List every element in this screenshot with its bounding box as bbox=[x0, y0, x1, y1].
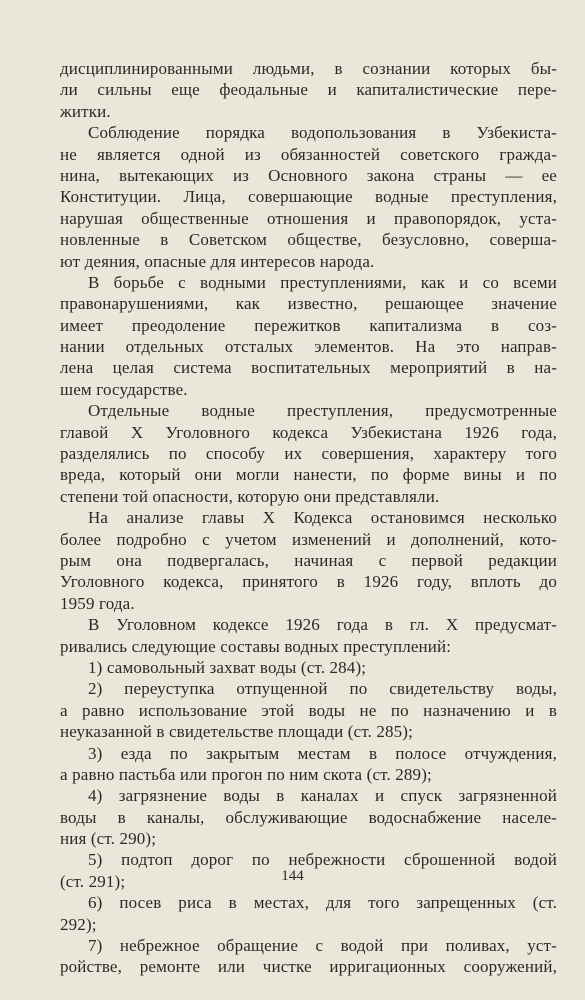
page-number: 144 bbox=[281, 868, 304, 884]
text-line: (ст. 291); bbox=[60, 871, 126, 891]
text-line: более подробно с учетом изменений и дополнений, кото- bbox=[60, 529, 557, 549]
text-line: 3) езда по закрытым местам в полосе отчуждения, bbox=[88, 743, 557, 763]
text-line: воды в каналы, обслуживающие водоснабжение населе- bbox=[60, 807, 557, 827]
text-line: 292); bbox=[60, 914, 97, 934]
text-line: ют деяния, опасные для интересов народа. bbox=[60, 251, 375, 271]
body-text bbox=[60, 58, 557, 978]
text-line: дисциплинированными людьми, в сознании которых бы- bbox=[60, 59, 557, 78]
text-line: 1) самовольный захват воды (ст. 284); bbox=[88, 657, 367, 677]
text-line: разделялись по способу их совершения, характеру того bbox=[60, 444, 557, 464]
text-line: нании отдельных отсталых элементов. На это направ- bbox=[60, 337, 557, 357]
text-line: неуказанной в свидетельстве площади (ст. 285); bbox=[60, 722, 413, 742]
text-line: Конституции. Лица, совершающие водные преступления, bbox=[60, 187, 557, 207]
text-line: ния (ст. 290); bbox=[60, 829, 157, 849]
text-line: В Уголовном кодексе 1926 года в гл. X предусмат- bbox=[88, 615, 557, 635]
text-line: правонарушениями, как известно, решающее значение bbox=[60, 294, 557, 314]
text-line: Соблюдение порядка водопользования в Узбекиста- bbox=[88, 123, 557, 143]
text-line: 7) небрежное обращение с водой при поливах, уст- bbox=[88, 936, 557, 956]
text-line: житки. bbox=[60, 101, 111, 121]
text-line: ли сильны еще феодальные и капиталистические пере- bbox=[60, 80, 557, 100]
text-line: ривались следующие составы водных преступлений: bbox=[60, 636, 452, 656]
text-line: вреда, который они могли нанести, по форме вины и по bbox=[60, 465, 557, 485]
text-line: ройстве, ремонте или чистке ирригационных сооружений, bbox=[60, 957, 557, 977]
text-line: а равно пастьба или прогон по ним скота (ст. 289); bbox=[60, 764, 432, 784]
text-line: а равно использование этой воды не по назначению и в bbox=[60, 700, 557, 720]
text-line: В борьбе с водными преступлениями, как и со всеми bbox=[88, 272, 557, 292]
text-line: 4) загрязнение воды в каналах и спуск загрязненной bbox=[88, 786, 557, 806]
text-line: рым она подвергалась, начиная с первой редакции bbox=[60, 550, 557, 570]
text-line: степени той опасности, которую они представляли. bbox=[60, 486, 440, 506]
text-line: Уголовного кодекса, принятого в 1926 году, вплоть до bbox=[60, 572, 557, 592]
text-line: имеет преодоление пережитков капитализма в соз- bbox=[60, 315, 557, 335]
text-line: Отдельные водные преступления, предусмотренные bbox=[88, 401, 557, 421]
text-line: нина, вытекающих из Основного закона страны — ее bbox=[60, 165, 557, 185]
text-line: 6) посев риса в местах, для того запрещенных (ст. bbox=[88, 893, 557, 913]
text-line: 2) переуступка отпущенной по свидетельству воды, bbox=[88, 679, 557, 699]
text-line: нарушая общественные отношения и правопорядок, уста- bbox=[60, 208, 557, 228]
text-line: новленные в Советском обществе, безусловно, соверша- bbox=[60, 230, 557, 250]
text-line: 5) подтоп дорог по небрежности сброшенной водой bbox=[88, 850, 557, 870]
text-line: 1959 года. bbox=[60, 593, 135, 613]
text-line: На анализе главы X Кодекса остановимся несколько bbox=[88, 508, 557, 528]
text-line: не является одной из обязанностей советского гражда- bbox=[60, 144, 557, 164]
text-line: главой X Уголовного кодекса Узбекистана 1926 года, bbox=[60, 422, 557, 442]
text-line: шем государстве. bbox=[60, 379, 188, 399]
text-line: лена целая система воспитательных мероприятий в на- bbox=[60, 358, 557, 378]
